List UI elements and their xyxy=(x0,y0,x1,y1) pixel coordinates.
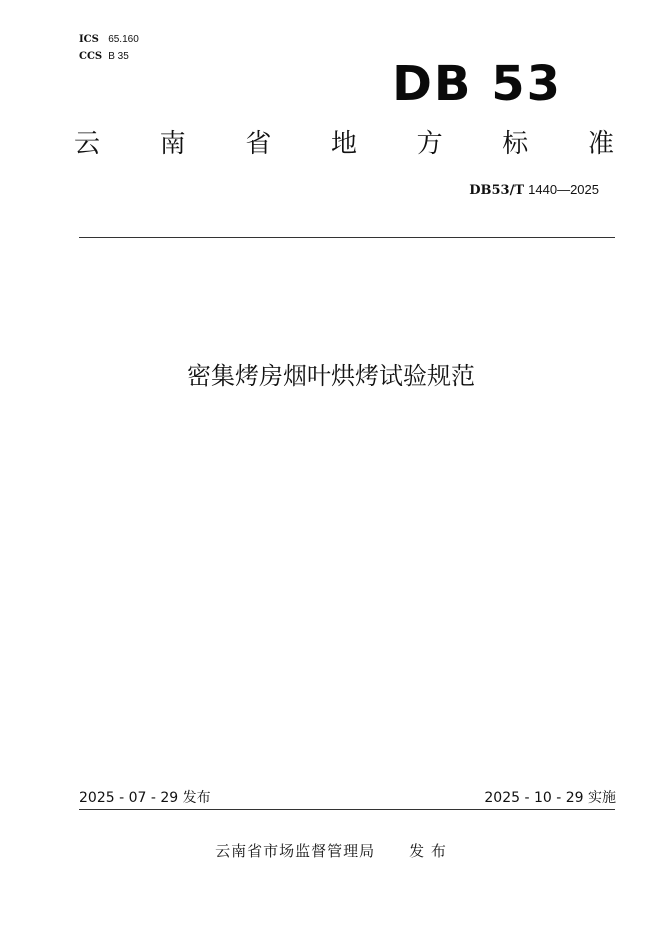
ics-label: ICS xyxy=(79,34,99,45)
standard-type-char: 云 xyxy=(74,129,101,159)
implement-date: 2025 - 10 - 29 实施 xyxy=(484,790,616,806)
standard-number-value: 1440—2025 xyxy=(528,182,599,197)
ccs-classification xyxy=(79,51,129,63)
ccs-value: B 35 xyxy=(108,51,129,62)
publisher-line xyxy=(0,841,662,861)
ics-classification xyxy=(79,34,139,46)
db53-logo: DB 53 xyxy=(392,56,562,112)
standard-number xyxy=(469,181,599,200)
standard-type-heading xyxy=(74,126,614,162)
standard-type-char: 准 xyxy=(587,129,614,159)
standard-type-char: 方 xyxy=(416,129,443,159)
standard-type-char: 省 xyxy=(245,129,272,159)
publisher-action: 发 布 xyxy=(409,842,447,860)
standard-number-prefix: DB53/T xyxy=(469,183,525,198)
publish-date: 2025 - 07 - 29 发布 xyxy=(79,790,211,806)
publisher-name: 云南省市场监督管理局 xyxy=(215,842,376,860)
standard-type-char: 标 xyxy=(502,129,529,159)
bottom-divider xyxy=(79,809,615,810)
ccs-label: CCS xyxy=(79,51,103,62)
document-title: 密集烤房烟叶烘烤试验规范 xyxy=(187,362,475,390)
top-divider xyxy=(79,237,615,238)
ics-value: 65.160 xyxy=(108,34,139,45)
standard-type-char: 南 xyxy=(159,129,186,159)
standard-type-char: 地 xyxy=(330,129,357,159)
